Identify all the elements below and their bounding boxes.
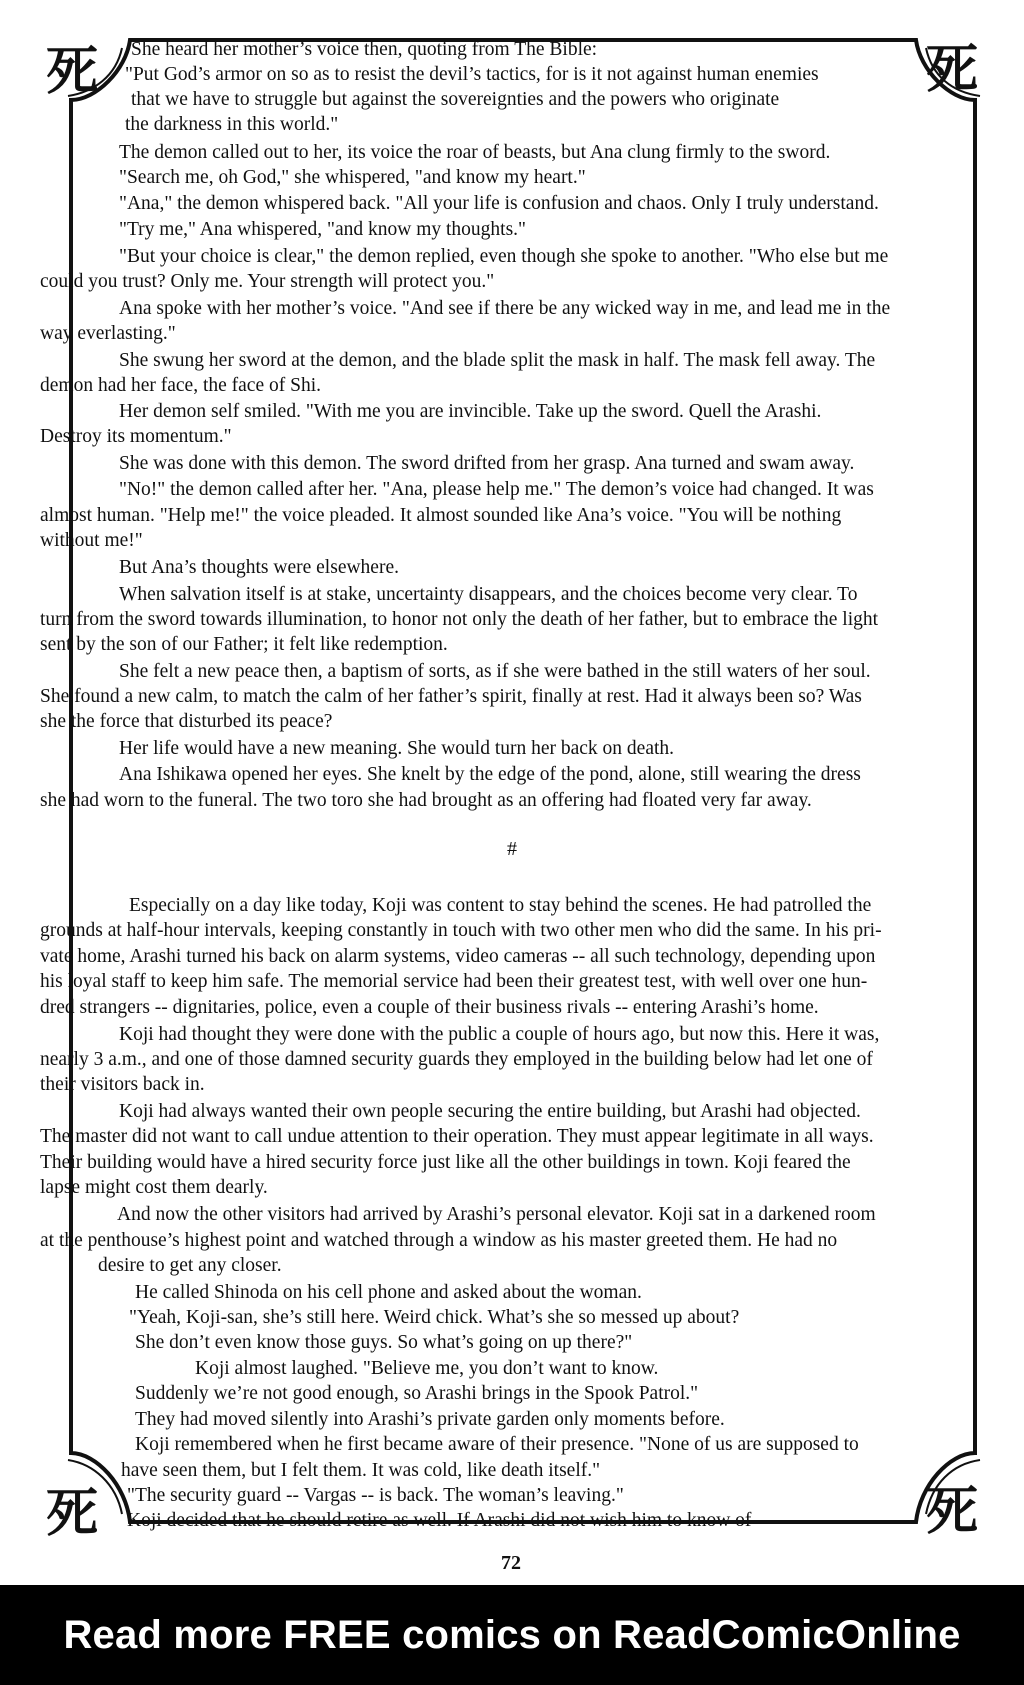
text-line: Suddenly we’re not good enough, so Arashi brings in the Spook Patrol." (135, 1383, 699, 1404)
text-line: She heard her mother’s voice then, quoting from The Bible: (131, 39, 598, 60)
text-line: He called Shinoda on his cell phone and asked about the woman. (135, 1282, 642, 1303)
text-line: Her demon self smiled. "With me you are invincible. Take up the sword. Quell the Arashi. (119, 401, 822, 422)
text-line: She found a new calm, to match the calm of her father’s spirit, finally at rest. Had it always been so? Was (40, 686, 862, 707)
text-line: But Ana’s thoughts were elsewhere. (119, 557, 399, 578)
text-line: "The security guard -- Vargas -- is back. The woman’s leaving." (127, 1485, 624, 1506)
text-line: vate home, Arashi turned his back on alarm systems, video cameras -- all such technology, depending upon (40, 946, 876, 967)
text-line: She was done with this demon. The sword drifted from her grasp. Ana turned and swam away. (119, 453, 855, 474)
text-line: without me!" (40, 530, 143, 551)
corner-glyph-bottom-right: 死 (925, 1481, 978, 1542)
text-line: way everlasting." (40, 323, 176, 344)
text-line: "Search me, oh God," she whispered, "and know my heart." (119, 167, 586, 188)
text-line: "Yeah, Koji-san, she’s still here. Weird chick. What’s she so messed up about? (129, 1307, 740, 1328)
text-line: Koji almost laughed. "Believe me, you don’t want to know. (195, 1358, 659, 1379)
text-line: sent by the son of our Father; it felt like redemption. (40, 634, 448, 655)
text-line: have seen them, but I felt them. It was cold, like death itself." (121, 1460, 601, 1481)
corner-glyph-top-left: 死 (45, 41, 98, 102)
text-line: dred strangers -- dignitaries, police, even a couple of their business rivals -- entering Arashi’s home. (40, 997, 819, 1018)
text-line: could you trust? Only me. Your strength will protect you." (40, 271, 495, 292)
page-number: 72 (501, 1552, 521, 1574)
text-line: demon had her face, the face of Shi. (40, 375, 321, 396)
text-line: lapse might cost them dearly. (40, 1177, 268, 1198)
text-line: She swung her sword at the demon, and the blade split the mask in half. The mask fell away. The (119, 350, 876, 371)
text-line: turn from the sword towards illumination, to honor not only the death of her father, but to embrace the light (40, 609, 879, 630)
text-line: Their building would have a hired security force just like all the other buildings in town. Koji feared the (40, 1152, 851, 1173)
promo-banner[interactable] (0, 1585, 1024, 1685)
text-line: "Try me," Ana whispered, "and know my thoughts." (119, 219, 527, 240)
text-line: his loyal staff to keep him safe. The memorial service had been their greatest test, with well over one hun- (40, 971, 868, 992)
text-line: The demon called out to her, its voice the roar of beasts, but Ana clung firmly to the sword. (119, 142, 831, 163)
text-line: Destroy its momentum." (40, 426, 232, 447)
text-line: Koji remembered when he first became aware of their presence. "None of us are supposed to (135, 1434, 859, 1455)
text-line: she the force that disturbed its peace? (40, 711, 333, 732)
text-line: They had moved silently into Arashi’s private garden only moments before. (135, 1409, 725, 1430)
text-line: she had worn to the funeral. The two toro she had brought as an offering had floated very far away. (40, 790, 812, 811)
text-line: "No!" the demon called after her. "Ana, please help me." The demon’s voice had changed. It was (119, 479, 874, 500)
text-line: Koji had thought they were done with the public a couple of hours ago, but now this. Here it was, (119, 1024, 880, 1045)
text-line: "But your choice is clear," the demon replied, even though she spoke to another. "Who else but me (119, 246, 889, 267)
section-separator: # (507, 838, 517, 860)
text-line: Ana Ishikawa opened her eyes. She knelt by the edge of the pond, alone, still wearing the dress (119, 764, 861, 785)
text-line: When salvation itself is at stake, uncertainty disappears, and the choices become very clear. To (119, 584, 858, 605)
text-line: Ana spoke with her mother’s voice. "And see if there be any wicked way in me, and lead me in the (119, 298, 891, 319)
text-line: She felt a new peace then, a baptism of sorts, as if she were bathed in the still waters of her soul. (119, 661, 871, 682)
text-line: And now the other visitors had arrived by Arashi’s personal elevator. Koji sat in a darkened room (117, 1204, 876, 1225)
text-line: the darkness in this world." (125, 114, 339, 135)
text-line: grounds at half-hour intervals, keeping constantly in touch with two other men who did the same. In his pri- (40, 920, 882, 941)
text-line: She don’t even know those guys. So what’s going on up there?" (135, 1332, 633, 1353)
text-line: at the penthouse’s highest point and watched through a window as his master greeted them. He had no (40, 1230, 838, 1251)
text-line: their visitors back in. (40, 1074, 205, 1095)
text-line: Her life would have a new meaning. She would turn her back on death. (119, 738, 675, 759)
text-line: Koji had always wanted their own people securing the entire building, but Arashi had objected. (119, 1101, 861, 1122)
text-line: almost human. "Help me!" the voice pleaded. It almost sounded like Ana’s voice. "You will be nothing (40, 505, 842, 526)
text-line: "Put God’s armor on so as to resist the devil’s tactics, for is it not against human enemies (125, 64, 819, 85)
corner-glyph-bottom-left: 死 (45, 1483, 98, 1544)
text-line: Koji decided that he should retire as well. If Arashi did not wish him to know of (127, 1510, 752, 1531)
promo-banner-text[interactable]: Read more FREE comics on ReadComicOnline (63, 1612, 961, 1657)
text-line: Especially on a day like today, Koji was content to stay behind the scenes. He had patrolled the (129, 895, 872, 916)
text-line: desire to get any closer. (98, 1255, 282, 1276)
text-line: "Ana," the demon whispered back. "All your life is confusion and chaos. Only I truly understand. (119, 193, 879, 214)
text-line: that we have to struggle but against the sovereignties and the powers who originate (131, 89, 780, 110)
corner-glyph-top-right: 死 (925, 39, 978, 100)
text-line: nearly 3 a.m., and one of those damned security guards they employed in the building below had let one of (40, 1049, 873, 1070)
text-line: The master did not want to call undue attention to their operation. They must appear legitimate in all ways. (40, 1126, 874, 1147)
